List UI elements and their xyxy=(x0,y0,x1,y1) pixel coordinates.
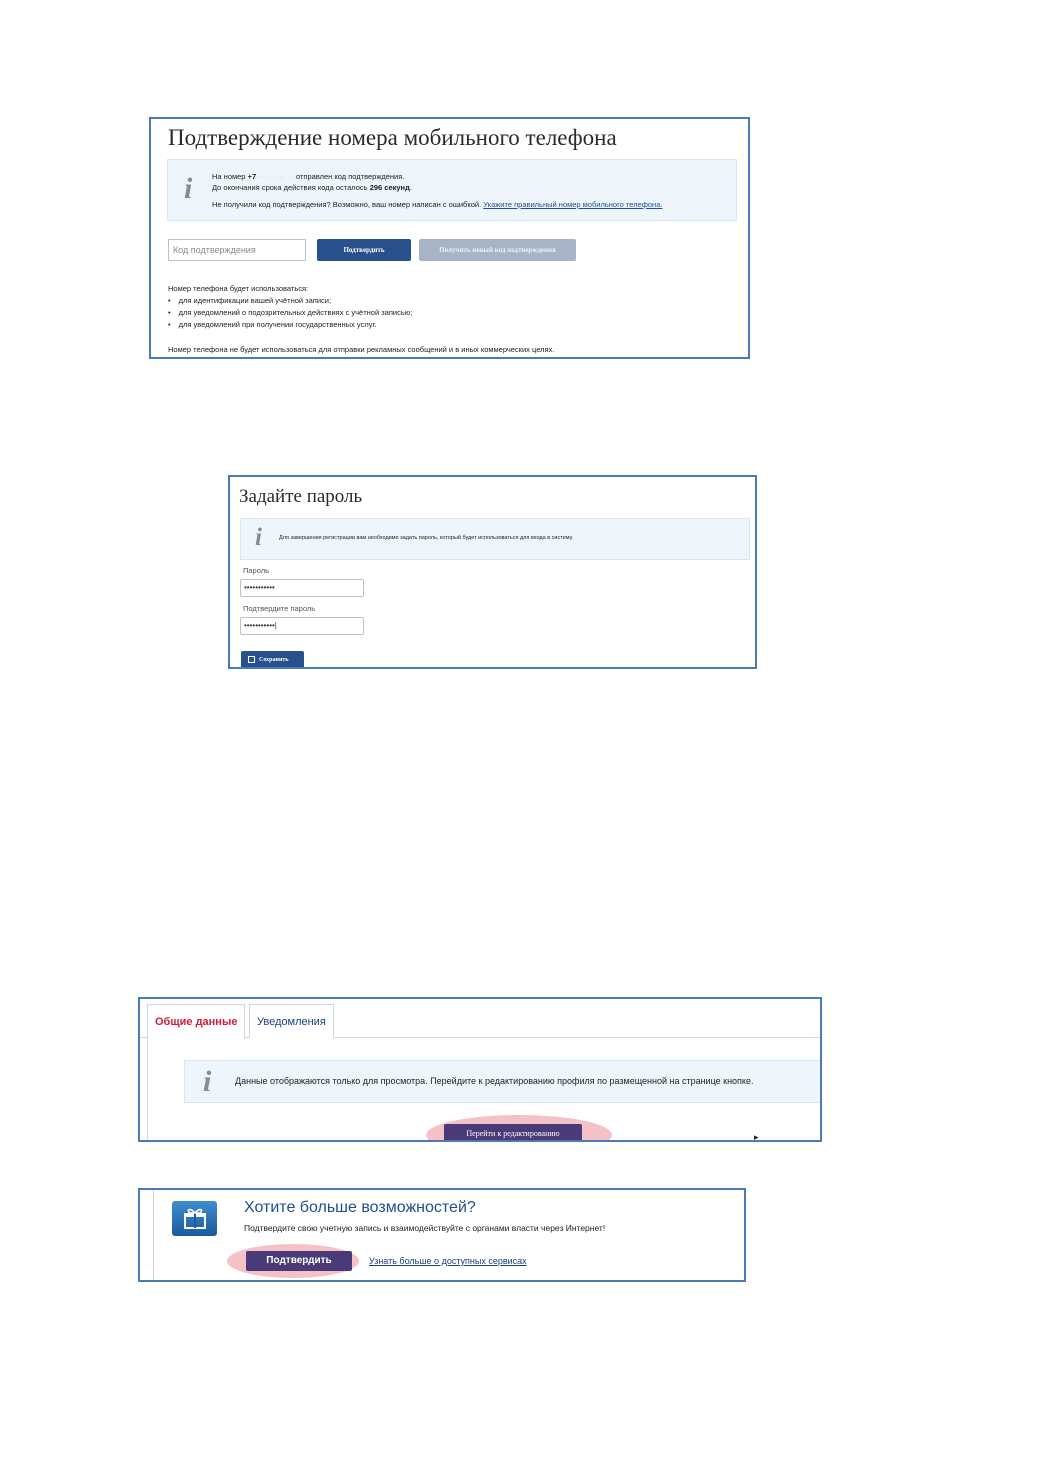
confirm-button[interactable]: Подтвердить xyxy=(317,239,411,261)
save-icon xyxy=(248,656,255,663)
info-icon: i xyxy=(255,524,262,551)
list-item: • для уведомлений при получении государственных услуг. xyxy=(168,320,412,332)
tab-general-data[interactable]: Общие данные xyxy=(147,1004,245,1039)
page-title: Задайте пароль xyxy=(239,486,363,507)
password-label: Пароль xyxy=(243,566,270,575)
get-new-code-button[interactable]: Получить новый код подтверждения xyxy=(419,239,576,261)
confirm-password-label: Подтвердите пароль xyxy=(243,604,316,613)
confirm-account-button[interactable]: Подтвердить xyxy=(246,1251,352,1271)
confirmation-code-input[interactable]: Код подтверждения xyxy=(168,239,306,261)
info-box xyxy=(184,1060,822,1103)
blurred-phone: ··· ··· ·· ·· xyxy=(256,172,294,181)
info-text: Для завершения регистрации вам необходимо задать пароль, который будет использоваться для входа в систему. xyxy=(279,535,574,541)
upgrade-headline: Хотите больше возможностей? xyxy=(244,1199,476,1216)
info-box xyxy=(167,159,737,221)
info-line-code-sent: На номер +7··· ··· ·· ·· отправлен код подтверждения. xyxy=(212,172,405,181)
confirm-password-input[interactable]: •••••••••••| xyxy=(240,617,364,635)
usage-title: Номер телефона будет использоваться: xyxy=(168,284,309,293)
usage-footer: Номер телефона не будет использоваться для отправки рекламных сообщений и в иных коммерческих целях. xyxy=(168,345,555,354)
info-icon: i xyxy=(184,172,193,205)
gift-icon xyxy=(172,1201,217,1236)
save-button-label: Сохранить xyxy=(259,657,289,663)
page-title: Подтверждение номера мобильного телефона xyxy=(168,125,617,150)
seconds-left: 296 секунд xyxy=(369,183,410,192)
upgrade-account-panel xyxy=(138,1188,746,1282)
set-password-panel xyxy=(228,475,757,669)
content-border xyxy=(153,1190,154,1280)
phone-confirmation-panel xyxy=(149,117,750,359)
usage-list xyxy=(168,296,412,332)
upgrade-subtitle: Подтвердите свою учетную запись и взаимодействуйте с органами власти через Интернет! xyxy=(244,1223,606,1233)
profile-panel xyxy=(138,997,822,1142)
content-border xyxy=(147,1037,148,1140)
tab-notifications[interactable]: Уведомления xyxy=(249,1004,334,1038)
info-icon: i xyxy=(203,1065,212,1098)
info-line-time-left: До окончания срока действия кода осталось 296 секунд. xyxy=(212,183,412,192)
info-line-wrong-number: Не получили код подтверждения? Возможно, ваш номер написан с ошибкой. Укажите правильный номер мобильного телефона. xyxy=(212,200,663,209)
cursor-mark: ▸ xyxy=(754,1132,759,1142)
password-input[interactable]: ••••••••••• xyxy=(240,579,364,597)
list-item: • для уведомлений о подозрительных действиях с учётной записью; xyxy=(168,308,412,320)
correct-number-link[interactable]: Укажите правильный номер мобильного телефона. xyxy=(483,200,663,209)
edit-profile-button[interactable]: Перейти к редактированию xyxy=(444,1124,582,1142)
list-item: • для идентификации вашей учётной записи; xyxy=(168,296,412,308)
info-text: Данные отображаются только для просмотра. Перейдите к редактированию профиля по размещенной на странице кнопке. xyxy=(235,1076,754,1086)
learn-more-link[interactable]: Узнать больше о доступных сервисах xyxy=(369,1256,527,1266)
info-box xyxy=(240,518,750,560)
save-button[interactable] xyxy=(241,651,304,669)
